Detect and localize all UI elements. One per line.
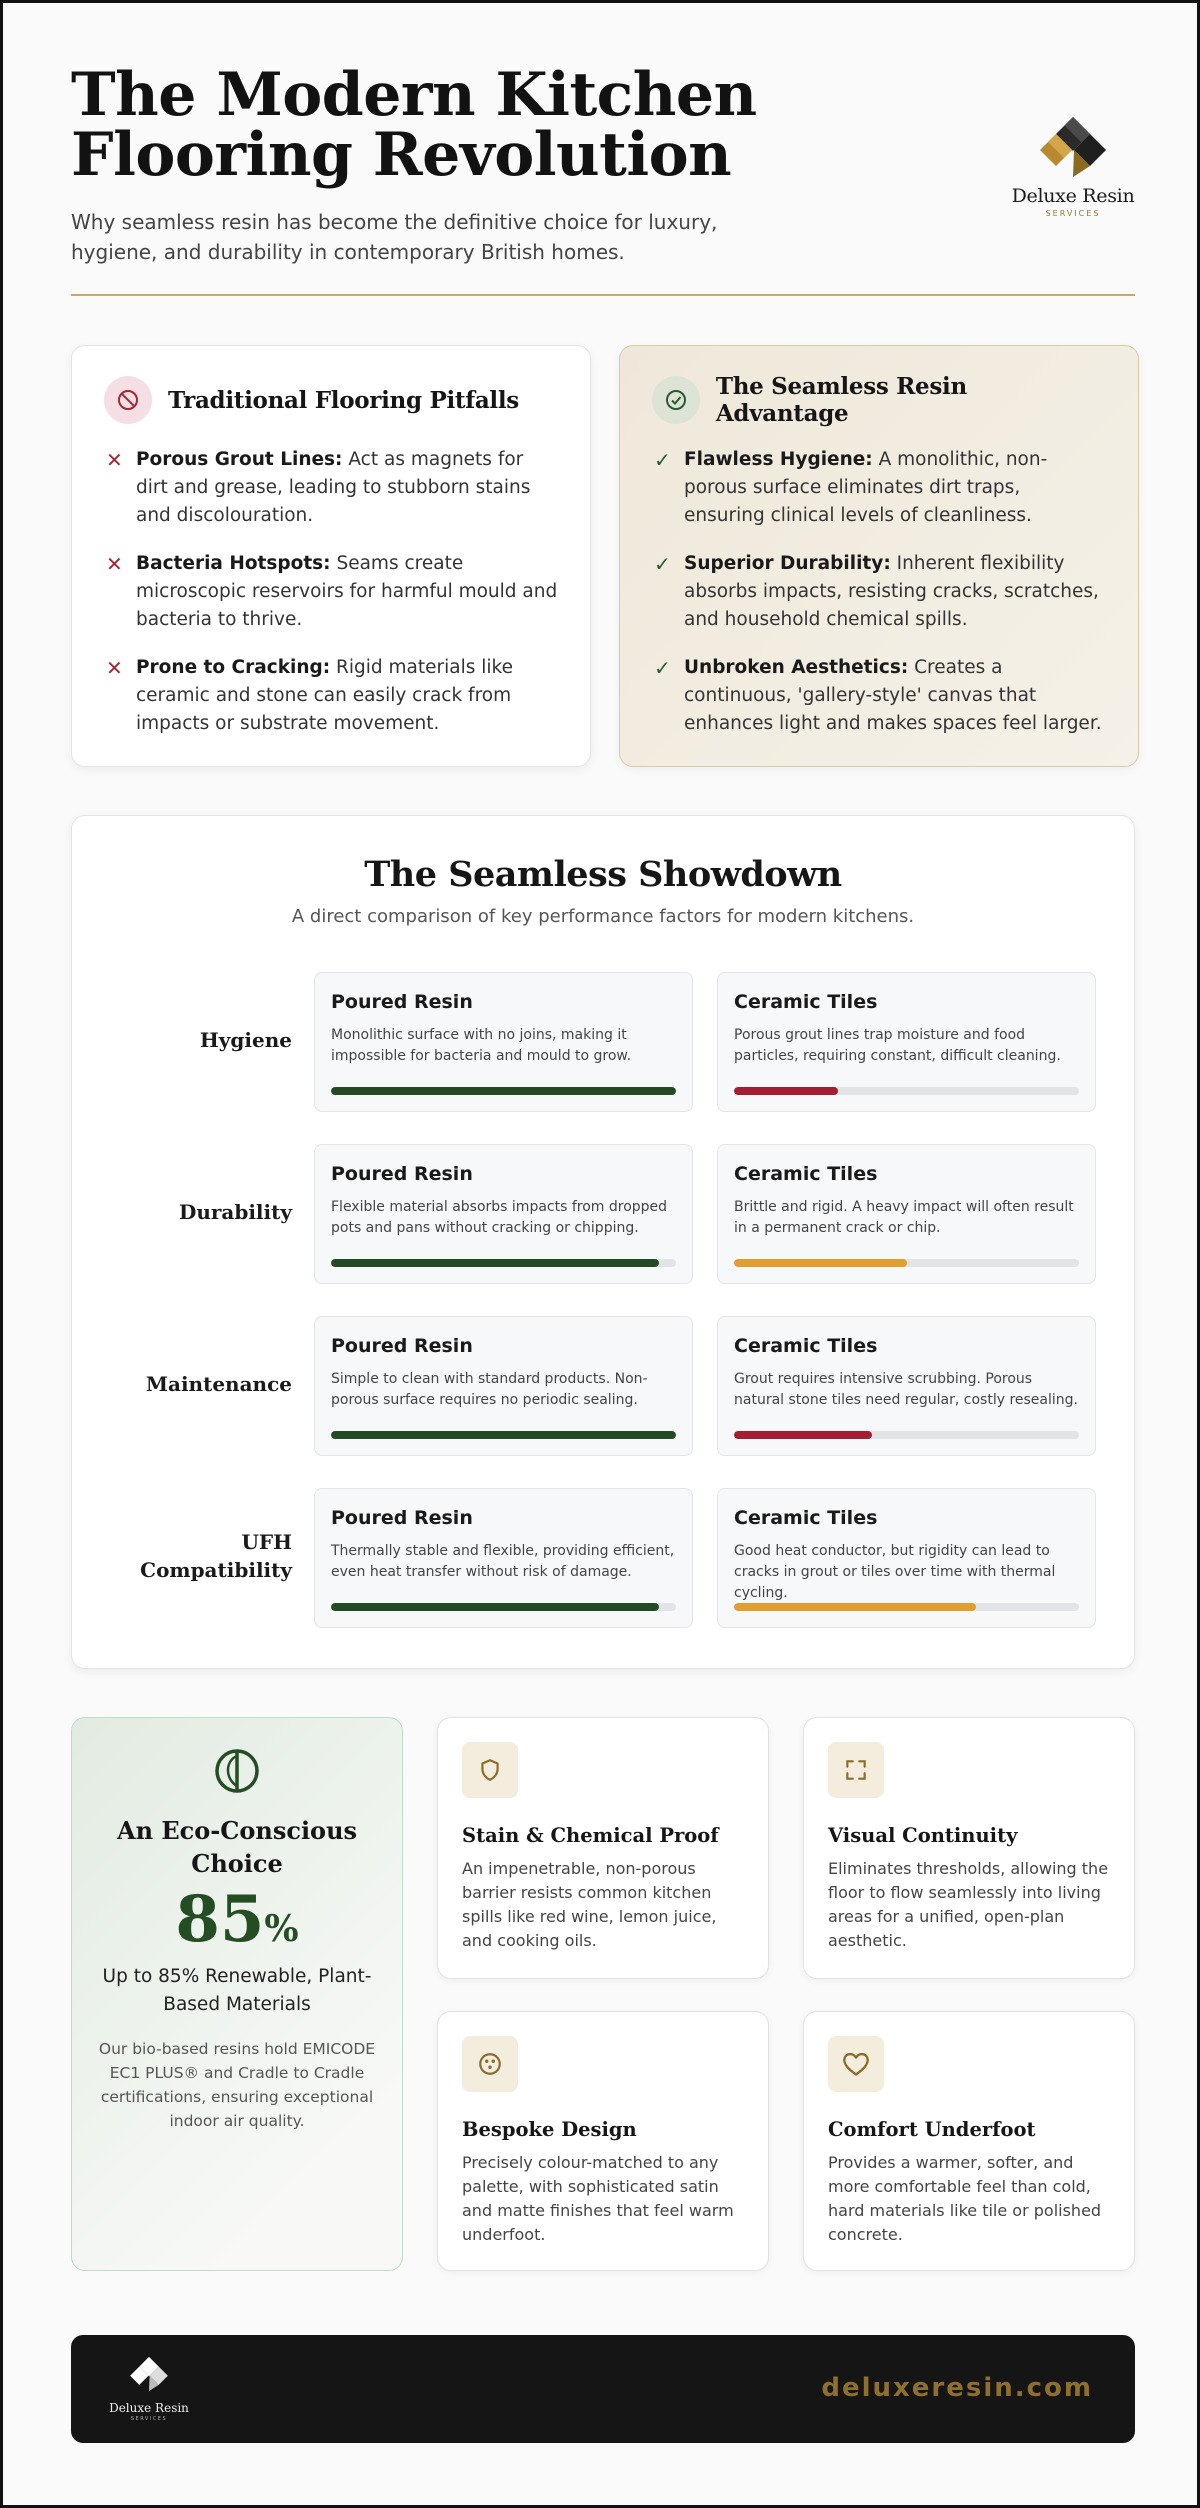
card-text: Grout requires intensive scrubbing. Porous natural stone tiles need regular, costly resealing. bbox=[734, 1371, 1078, 1408]
footer-brand-logo bbox=[109, 2355, 189, 2422]
eco-card bbox=[71, 1717, 403, 2271]
score-bar bbox=[734, 1259, 1079, 1267]
cross-icon: ✕ bbox=[106, 448, 123, 472]
card-text: Brittle and rigid. A heavy impact will often result in a permanent crack or chip. bbox=[734, 1199, 1074, 1236]
card-title: Ceramic Tiles bbox=[734, 1507, 878, 1529]
row-label: UFH Compatibility bbox=[140, 1530, 292, 1582]
showdown-title: The Seamless Showdown bbox=[364, 854, 842, 895]
feature-title: Visual Continuity bbox=[828, 1824, 1018, 1847]
score-bar bbox=[734, 1087, 1079, 1095]
feature-text: Provides a warmer, softer, and more comfortable feel than cold, hard materials like tile or polished concrete. bbox=[828, 2153, 1102, 2244]
resin-card bbox=[314, 972, 693, 1112]
score-bar-fill bbox=[331, 1431, 676, 1439]
heart-icon bbox=[828, 2036, 884, 2092]
feature-text: An impenetrable, non-porous barrier resists common kitchen spills like red wine, lemon juice, and cooking oils. bbox=[462, 1859, 717, 1950]
card-text: Monolithic surface with no joins, making it impossible for bacteria and mould to grow. bbox=[331, 1027, 632, 1064]
prohibited-icon bbox=[104, 376, 152, 424]
eco-text: Our bio-based resins hold EMICODE EC1 PLUS® and Cradle to Cradle certifications, ensuring exceptional indoor air quality. bbox=[98, 2040, 376, 2130]
card-text: Flexible material absorbs impacts from dropped pots and pans without cracking or chipping. bbox=[331, 1199, 668, 1236]
card-title: Ceramic Tiles bbox=[734, 1163, 878, 1185]
card-title: Poured Resin bbox=[331, 1507, 473, 1529]
score-bar-fill bbox=[734, 1259, 907, 1267]
row-label: Maintenance bbox=[145, 1372, 292, 1396]
check-icon: ✓ bbox=[654, 448, 671, 472]
resin-card bbox=[314, 1144, 693, 1284]
brand-name: Deluxe Resin bbox=[1011, 185, 1135, 207]
feature-card-bespoke bbox=[437, 2011, 769, 2271]
tile-card bbox=[717, 1316, 1096, 1456]
footer-brand-name: Deluxe Resin bbox=[109, 2401, 189, 2415]
diamond-logo-icon bbox=[1038, 115, 1108, 179]
feature-title: Stain & Chemical Proof bbox=[462, 1824, 719, 1847]
showdown-row-ufh bbox=[72, 1488, 1134, 1628]
list-item: ✕ Bacteria Hotspots: Seams create microscopic reservoirs for harmful mould and bacteria to thrive. bbox=[104, 550, 558, 634]
brand-logo bbox=[1011, 115, 1135, 218]
page-title bbox=[71, 60, 771, 190]
diamond-logo-icon bbox=[129, 2355, 169, 2393]
footer-brand-tagline: SERVICES bbox=[130, 2416, 168, 2422]
score-bar bbox=[734, 1603, 1079, 1611]
cross-icon: ✕ bbox=[106, 656, 123, 680]
feature-text: Precisely colour-matched to any palette, with sophisticated satin and matte finishes that feel warm underfoot. bbox=[462, 2153, 734, 2244]
score-bar-fill bbox=[331, 1087, 676, 1095]
tile-card bbox=[717, 972, 1096, 1112]
list-item: ✓ Unbroken Aesthetics: Creates a continuous, 'gallery-style' canvas that enhances light and makes spaces feel larger. bbox=[652, 654, 1106, 738]
card-title: Poured Resin bbox=[331, 1163, 473, 1185]
list-item: ✓ Flawless Hygiene: A monolithic, non-porous surface eliminates dirt traps, ensuring clinical levels of cleanliness. bbox=[652, 446, 1106, 530]
feature-card-continuity bbox=[803, 1717, 1135, 1979]
check-icon: ✓ bbox=[654, 552, 671, 576]
tile-card bbox=[717, 1144, 1096, 1284]
check-icon: ✓ bbox=[654, 656, 671, 680]
score-bar-fill bbox=[331, 1603, 659, 1611]
list-item: ✕ Prone to Cracking: Rigid materials like ceramic and stone can easily crack from impacts or substrate movement. bbox=[104, 654, 558, 738]
showdown-row-maintenance bbox=[72, 1316, 1134, 1456]
showdown-section bbox=[71, 815, 1135, 1669]
shield-icon bbox=[462, 1742, 518, 1798]
advantages-card bbox=[619, 345, 1139, 767]
feature-text: Eliminates thresholds, allowing the floor to flow seamlessly into living areas for a unified, open-plan aesthetic. bbox=[828, 1859, 1109, 1950]
score-bar-fill bbox=[734, 1603, 976, 1611]
list-item: ✓ Superior Durability: Inherent flexibility absorbs impacts, resisting cracks, scratches, and household chemical spills. bbox=[652, 550, 1106, 634]
pitfalls-title: Traditional Flooring Pitfalls bbox=[168, 386, 519, 414]
tile-card bbox=[717, 1488, 1096, 1628]
score-bar bbox=[734, 1431, 1079, 1439]
row-label: Hygiene bbox=[199, 1028, 292, 1052]
score-bar bbox=[331, 1603, 676, 1611]
eco-title: An Eco-Conscious Choice bbox=[116, 1816, 358, 1878]
leaf-circle-icon bbox=[214, 1748, 260, 1794]
footer bbox=[71, 2335, 1135, 2443]
palette-icon bbox=[462, 2036, 518, 2092]
showdown-row-durability bbox=[72, 1144, 1134, 1284]
score-bar bbox=[331, 1431, 676, 1439]
card-title: Poured Resin bbox=[331, 991, 473, 1013]
expand-icon bbox=[828, 1742, 884, 1798]
card-text: Porous grout lines trap moisture and food particles, requiring constant, difficult cleaning. bbox=[734, 1027, 1061, 1064]
list-item: ✕ Porous Grout Lines: Act as magnets for dirt and grease, leading to stubborn stains and discolouration. bbox=[104, 446, 558, 530]
row-label: Durability bbox=[178, 1200, 292, 1224]
score-bar-fill bbox=[331, 1259, 659, 1267]
card-title: Ceramic Tiles bbox=[734, 1335, 878, 1357]
header bbox=[71, 60, 1135, 297]
showdown-row-hygiene bbox=[72, 972, 1134, 1112]
feature-card-stain bbox=[437, 1717, 769, 1979]
showdown-subtitle: A direct comparison of key performance factors for modern kitchens. bbox=[291, 906, 915, 927]
card-text: Good heat conductor, but rigidity can lead to cracks in grout or tiles over time with thermal cycling. bbox=[734, 1543, 1056, 1601]
score-bar-fill bbox=[734, 1431, 872, 1439]
score-bar bbox=[331, 1087, 676, 1095]
score-bar-fill bbox=[734, 1087, 838, 1095]
feature-title: Bespoke Design bbox=[462, 2118, 637, 2141]
eco-stat: 85% bbox=[175, 1882, 299, 1957]
card-title: Poured Resin bbox=[331, 1335, 473, 1357]
advantages-title: The Seamless Resin Advantage bbox=[715, 373, 967, 427]
website-link[interactable]: deluxeresin.com bbox=[821, 2373, 1093, 2403]
title-line-1: The Modern Kitchen bbox=[71, 60, 757, 130]
card-text: Thermally stable and flexible, providing efficient, even heat transfer without risk of damage. bbox=[331, 1543, 675, 1580]
page-subtitle: Why seamless resin has become the definitive choice for luxury, hygiene, and durability in contemporary British homes. bbox=[71, 210, 718, 264]
card-title: Ceramic Tiles bbox=[734, 991, 878, 1013]
feature-card-comfort bbox=[803, 2011, 1135, 2271]
score-bar bbox=[331, 1259, 676, 1267]
pitfalls-list bbox=[104, 446, 558, 738]
header-divider bbox=[71, 294, 1135, 296]
resin-card bbox=[314, 1316, 693, 1456]
feature-title: Comfort Underfoot bbox=[828, 2118, 1036, 2141]
title-line-2: Flooring Revolution bbox=[71, 120, 732, 190]
advantages-list bbox=[652, 446, 1106, 738]
cross-icon: ✕ bbox=[106, 552, 123, 576]
brand-tagline: SERVICES bbox=[1045, 209, 1101, 218]
pitfalls-card bbox=[71, 345, 591, 767]
eco-stat-label: Up to 85% Renewable, Plant-Based Materials bbox=[102, 1966, 372, 2015]
resin-card bbox=[314, 1488, 693, 1628]
card-text: Simple to clean with standard products. Non-porous surface requires no periodic sealing. bbox=[331, 1371, 648, 1408]
check-circle-icon bbox=[652, 376, 700, 424]
